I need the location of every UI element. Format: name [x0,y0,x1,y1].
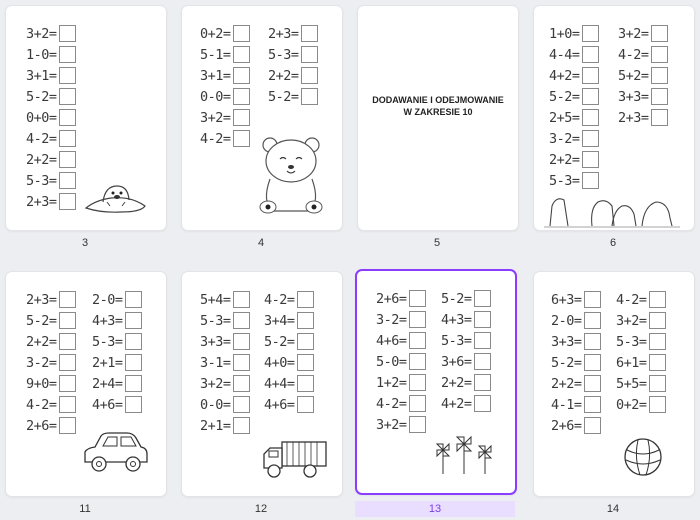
answer-box [649,312,666,329]
equation-text: 2+1= [200,417,231,434]
answer-box [651,109,668,126]
equation-row [376,414,426,435]
answer-box [297,396,314,413]
answer-box [59,46,76,63]
answer-box [233,396,250,413]
equation-row [618,107,668,128]
equation-text: 3+1= [26,67,57,84]
equation-row [441,330,491,351]
equation-text: 4+6= [92,396,123,413]
equation-text: 9+0= [26,375,57,392]
equation-text: 5-3= [92,333,123,350]
equation-row [200,65,250,86]
answer-box [582,109,599,126]
equation-text: 4-2= [264,291,295,308]
equation-row [200,310,250,331]
answer-box [125,375,142,392]
equation-text: 5-2= [268,88,299,105]
equation-row [264,373,314,394]
answer-box [297,291,314,308]
answer-box [584,312,601,329]
equation-text: 2+3= [618,109,649,126]
answer-box [651,25,668,42]
truck-icon [260,438,330,480]
equation-row [551,352,601,373]
answer-box [409,332,426,349]
answer-box [649,375,666,392]
equation-text: 5-3= [616,333,647,350]
equation-row [200,289,250,310]
equation-text: 3-1= [200,354,231,371]
answer-box [584,417,601,434]
equation-text: 2+2= [26,333,57,350]
equation-text: 2+2= [268,67,299,84]
equation-text: 3+3= [618,88,649,105]
answer-box [651,67,668,84]
equation-text: 2+3= [26,193,57,210]
equation-text: 3-2= [26,354,57,371]
equation-text: 3-2= [549,130,580,147]
answer-box [59,88,76,105]
equation-text: 0+0= [26,109,57,126]
answer-box [297,333,314,350]
answer-box [297,375,314,392]
equation-text: 4-2= [618,46,649,63]
page-thumbnail-14[interactable] [533,271,695,497]
equation-row [549,65,599,86]
equation-text: 4+3= [441,311,472,328]
equation-row [551,310,601,331]
page-thumbnail-3[interactable] [5,5,167,231]
equation-text: 5+4= [200,291,231,308]
equation-row [26,352,76,373]
page-thumbnail-11[interactable] [5,271,167,497]
equation-row [376,288,426,309]
equation-row [92,289,142,310]
equation-text: 5-2= [549,88,580,105]
equation-text: 2+2= [441,374,472,391]
equation-row [618,86,668,107]
dogs-icon [542,188,682,228]
mole-icon [81,176,151,216]
answer-box [125,396,142,413]
answer-box [233,130,250,147]
equation-row [551,331,601,352]
equation-text: 5-3= [200,312,231,329]
equation-row [264,394,314,415]
equation-text: 6+1= [616,354,647,371]
equation-row [200,415,250,436]
equation-row [616,331,666,352]
answer-box [233,333,250,350]
equation-text: 6+3= [551,291,582,308]
equation-row [200,107,250,128]
ball-icon [622,436,664,478]
answer-box [59,109,76,126]
equation-text: 2+1= [92,354,123,371]
equation-text: 3-2= [376,311,407,328]
page-number: 3 [81,237,89,249]
answer-box [59,333,76,350]
equation-text: 0+2= [200,25,231,42]
equation-text: 5+5= [616,375,647,392]
equation-row [616,394,666,415]
answer-box [474,290,491,307]
equation-text: 4-2= [616,291,647,308]
equation-text: 3+1= [200,67,231,84]
equation-row [200,352,250,373]
answer-box [584,333,601,350]
equation-row [26,373,76,394]
page-number: 13 [355,501,515,517]
answer-box [233,109,250,126]
equation-text: 5-3= [268,46,299,63]
equation-row [441,372,491,393]
page-number: 6 [609,237,617,249]
answer-box [649,291,666,308]
answer-box [125,291,142,308]
equation-text: 4+6= [264,396,295,413]
equation-text: 5-2= [26,312,57,329]
equation-text: 1-0= [26,46,57,63]
answer-box [409,290,426,307]
equation-row [26,128,76,149]
car-icon [81,430,151,475]
equation-text: 2+6= [376,290,407,307]
answer-box [59,417,76,434]
equation-row [92,373,142,394]
equation-text: 2+3= [26,291,57,308]
equation-text: 5-2= [26,88,57,105]
equation-row [551,373,601,394]
page-thumbnail-6[interactable] [533,5,695,231]
equation-row [26,394,76,415]
equation-text: 4+4= [264,375,295,392]
page-number: 14 [606,503,620,515]
answer-box [233,88,250,105]
equation-text: 0-0= [200,396,231,413]
answer-box [59,396,76,413]
equation-text: 4+2= [549,67,580,84]
answer-box [233,291,250,308]
equation-text: 3+2= [26,25,57,42]
equation-text: 5-3= [441,332,472,349]
equation-row [92,352,142,373]
answer-box [584,396,601,413]
equation-text: 2+2= [551,375,582,392]
answer-box [233,375,250,392]
equation-row [376,351,426,372]
answer-box [582,88,599,105]
answer-box [125,312,142,329]
equation-row [92,310,142,331]
equation-row [268,65,318,86]
page-thumbnail-12[interactable] [181,271,343,497]
equation-text: 3+2= [616,312,647,329]
equation-text: 2-0= [92,291,123,308]
answer-box [59,25,76,42]
answer-box [582,67,599,84]
equation-text: 3+4= [264,312,295,329]
answer-box [584,354,601,371]
equation-text: 3+2= [200,109,231,126]
answer-box [59,291,76,308]
equation-row [26,23,76,44]
answer-box [233,417,250,434]
answer-box [474,311,491,328]
equation-row [549,128,599,149]
equation-row [549,44,599,65]
equation-row [549,149,599,170]
answer-box [233,67,250,84]
answer-box [59,354,76,371]
equation-row [200,128,250,149]
equation-row [549,107,599,128]
equation-text: 2+4= [92,375,123,392]
equation-row [441,288,491,309]
equation-row [551,415,601,436]
equation-text: 3+3= [551,333,582,350]
answer-box [301,67,318,84]
equation-row [376,393,426,414]
equation-text: 5-2= [264,333,295,350]
answer-box [297,354,314,371]
equation-row [376,372,426,393]
equation-text: 4-2= [26,130,57,147]
equation-row [200,331,250,352]
equation-row [441,393,491,414]
answer-box [649,396,666,413]
equation-text: 2-0= [551,312,582,329]
answer-box [409,395,426,412]
page-thumbnail-5[interactable] [357,5,519,231]
equation-row [551,289,601,310]
page-title: DODAWANIE I ODEJMOWANIE W ZAKRESIE 10 [372,95,504,117]
equation-row [618,65,668,86]
answer-box [59,172,76,189]
answer-box [59,375,76,392]
equation-text: 4-2= [200,130,231,147]
equation-row [26,86,76,107]
equation-text: 5-0= [376,353,407,370]
equation-row [616,289,666,310]
answer-box [649,333,666,350]
equation-text: 1+0= [549,25,580,42]
equation-text: 0+2= [616,396,647,413]
equation-row [26,149,76,170]
equation-text: 4-2= [376,395,407,412]
answer-box [409,374,426,391]
equation-row [26,289,76,310]
equation-text: 3+2= [376,416,407,433]
equation-row [264,310,314,331]
answer-box [582,25,599,42]
equation-text: 5+2= [618,67,649,84]
equation-row [26,331,76,352]
equation-row [26,65,76,86]
equation-text: 4+3= [92,312,123,329]
equation-text: 3+2= [200,375,231,392]
equation-row [264,289,314,310]
equation-text: 5-3= [26,172,57,189]
bear-icon [252,131,332,216]
equation-text: 2+3= [268,25,299,42]
answer-box [301,88,318,105]
equation-text: 4-1= [551,396,582,413]
equation-row [551,394,601,415]
answer-box [301,46,318,63]
equation-row [200,394,250,415]
equation-row [92,331,142,352]
equation-text: 0-0= [200,88,231,105]
answer-box [584,291,601,308]
equation-row [92,394,142,415]
equation-row [26,44,76,65]
equation-row [376,309,426,330]
equation-text: 3+3= [200,333,231,350]
equation-text: 4-4= [549,46,580,63]
equation-row [268,44,318,65]
answer-box [474,374,491,391]
answer-box [59,312,76,329]
equation-row [268,23,318,44]
equation-row [200,23,250,44]
equation-row [264,331,314,352]
equation-row [26,170,76,191]
page-number: 12 [254,503,268,515]
equation-row [26,415,76,436]
equation-row [441,351,491,372]
equation-text: 5-1= [200,46,231,63]
answer-box [651,88,668,105]
answer-box [301,25,318,42]
answer-box [233,312,250,329]
equation-text: 2+2= [549,151,580,168]
answer-box [582,151,599,168]
equation-row [616,352,666,373]
equation-row [268,86,318,107]
equation-row [376,330,426,351]
equation-text: 5-3= [549,172,580,189]
equation-row [264,352,314,373]
equation-row [549,86,599,107]
equation-text: 4+2= [441,395,472,412]
page-number: 5 [433,237,441,249]
answer-box [409,416,426,433]
answer-box [474,332,491,349]
equation-text: 5-2= [441,290,472,307]
equation-row [618,44,668,65]
page-number: 4 [257,237,265,249]
equation-text: 2+6= [551,417,582,434]
page-thumbnail-4[interactable] [181,5,343,231]
answer-box [233,25,250,42]
answer-box [233,46,250,63]
equation-text: 2+2= [26,151,57,168]
answer-box [59,151,76,168]
equation-row [618,23,668,44]
answer-box [59,193,76,210]
answer-box [649,354,666,371]
page-number: 11 [79,503,91,515]
equation-row [200,44,250,65]
answer-box [59,130,76,147]
answer-box [297,312,314,329]
equation-row [549,23,599,44]
pinwheels-icon [431,434,497,476]
answer-box [125,333,142,350]
answer-box [474,395,491,412]
page-thumbnail-13[interactable] [355,269,517,495]
equation-text: 4+0= [264,354,295,371]
equation-row [200,86,250,107]
answer-box [582,172,599,189]
answer-box [233,354,250,371]
equation-text: 2+6= [26,417,57,434]
answer-box [651,46,668,63]
equation-text: 4-2= [26,396,57,413]
equation-row [200,373,250,394]
equation-text: 2+5= [549,109,580,126]
equation-text: 3+2= [618,25,649,42]
equation-row [616,310,666,331]
answer-box [59,67,76,84]
answer-box [474,353,491,370]
answer-box [409,311,426,328]
equation-text: 5-2= [551,354,582,371]
equation-row [26,310,76,331]
answer-box [582,130,599,147]
equation-row [26,107,76,128]
equation-text: 4+6= [376,332,407,349]
equation-row [441,309,491,330]
equation-row [616,373,666,394]
equation-row [26,191,76,212]
equation-text: 3+6= [441,353,472,370]
answer-box [582,46,599,63]
answer-box [409,353,426,370]
answer-box [125,354,142,371]
answer-box [584,375,601,392]
equation-text: 1+2= [376,374,407,391]
